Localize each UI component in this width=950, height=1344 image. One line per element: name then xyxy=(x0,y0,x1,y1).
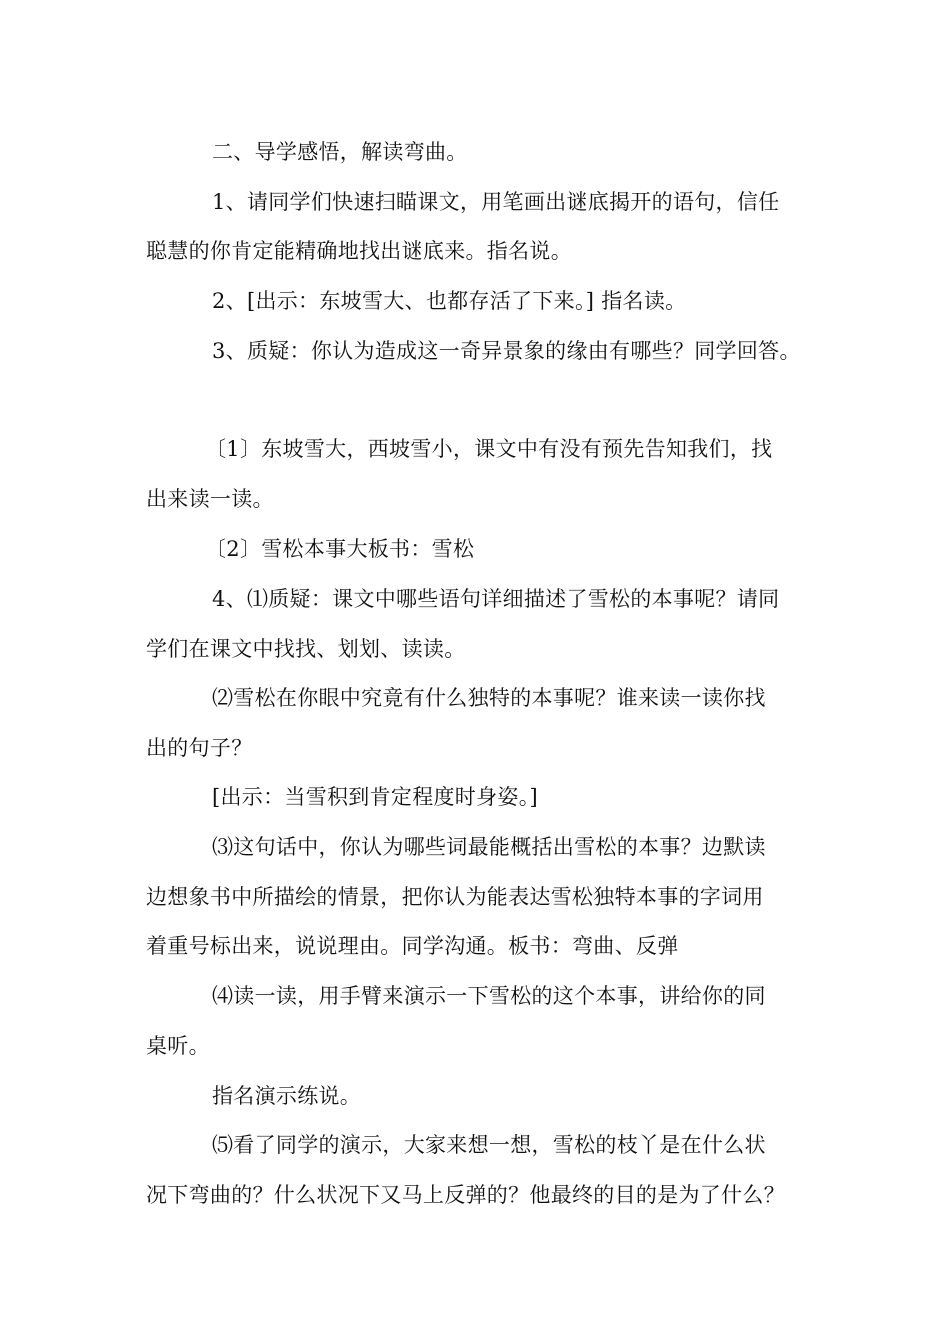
paragraph-line: [出示：当雪积到肯定程度时身姿。] xyxy=(212,785,538,809)
paragraph-line: 指名演示练说。 xyxy=(212,1084,362,1108)
paragraph-line: 出来读一读。 xyxy=(146,487,274,511)
paragraph-line: 出的句子？ xyxy=(146,736,253,760)
paragraph-line: 桌听。 xyxy=(146,1034,210,1058)
paragraph-line: 1、请同学们快速扫瞄课文，用笔画出谜底揭开的语句，信任 xyxy=(212,190,780,214)
paragraph-line: ⑵雪松在你眼中究竟有什么独特的本事呢？谁来读一读你找 xyxy=(212,686,766,710)
section-heading: 二、导学感悟，解读弯曲。 xyxy=(212,140,468,164)
paragraph-line: ⑶这句话中，你认为哪些词最能概括出雪松的本事？边默读 xyxy=(212,835,766,859)
paragraph-line: ⑷读一读，用手臂来演示一下雪松的这个本事，讲给你的同 xyxy=(212,984,766,1008)
paragraph-line: 〔1〕东坡雪大，西坡雪小，课文中有没有预先告知我们，找 xyxy=(205,437,773,461)
paragraph-line: ⑸看了同学的演示，大家来想一想，雪松的枝丫是在什么状 xyxy=(212,1133,766,1157)
paragraph-line: 3、质疑：你认为造成这一奇异景象的缘由有哪些？同学回答。 xyxy=(212,339,801,363)
paragraph-line: 〔2〕雪松本事大板书：雪松 xyxy=(205,537,475,561)
paragraph-line: 着重号标出来，说说理由。同学沟通。板书：弯曲、反弹 xyxy=(146,934,679,958)
paragraph-line: 边想象书中所描绘的情景，把你认为能表达雪松独特本事的字词用 xyxy=(146,885,764,909)
paragraph-line: 2、[出示：东坡雪大、也都存活了下来。] 指名读。 xyxy=(212,289,687,313)
paragraph-line: 学们在课文中找找、划划、读读。 xyxy=(146,637,466,661)
paragraph-line: 4、⑴质疑：课文中哪些语句详细描述了雪松的本事呢？请同 xyxy=(212,587,780,611)
paragraph-line: 聪慧的你肯定能精确地找出谜底来。指名说。 xyxy=(146,239,572,263)
paragraph-line: 况下弯曲的？什么状况下又马上反弹的？他最终的目的是为了什么？ xyxy=(146,1183,785,1207)
